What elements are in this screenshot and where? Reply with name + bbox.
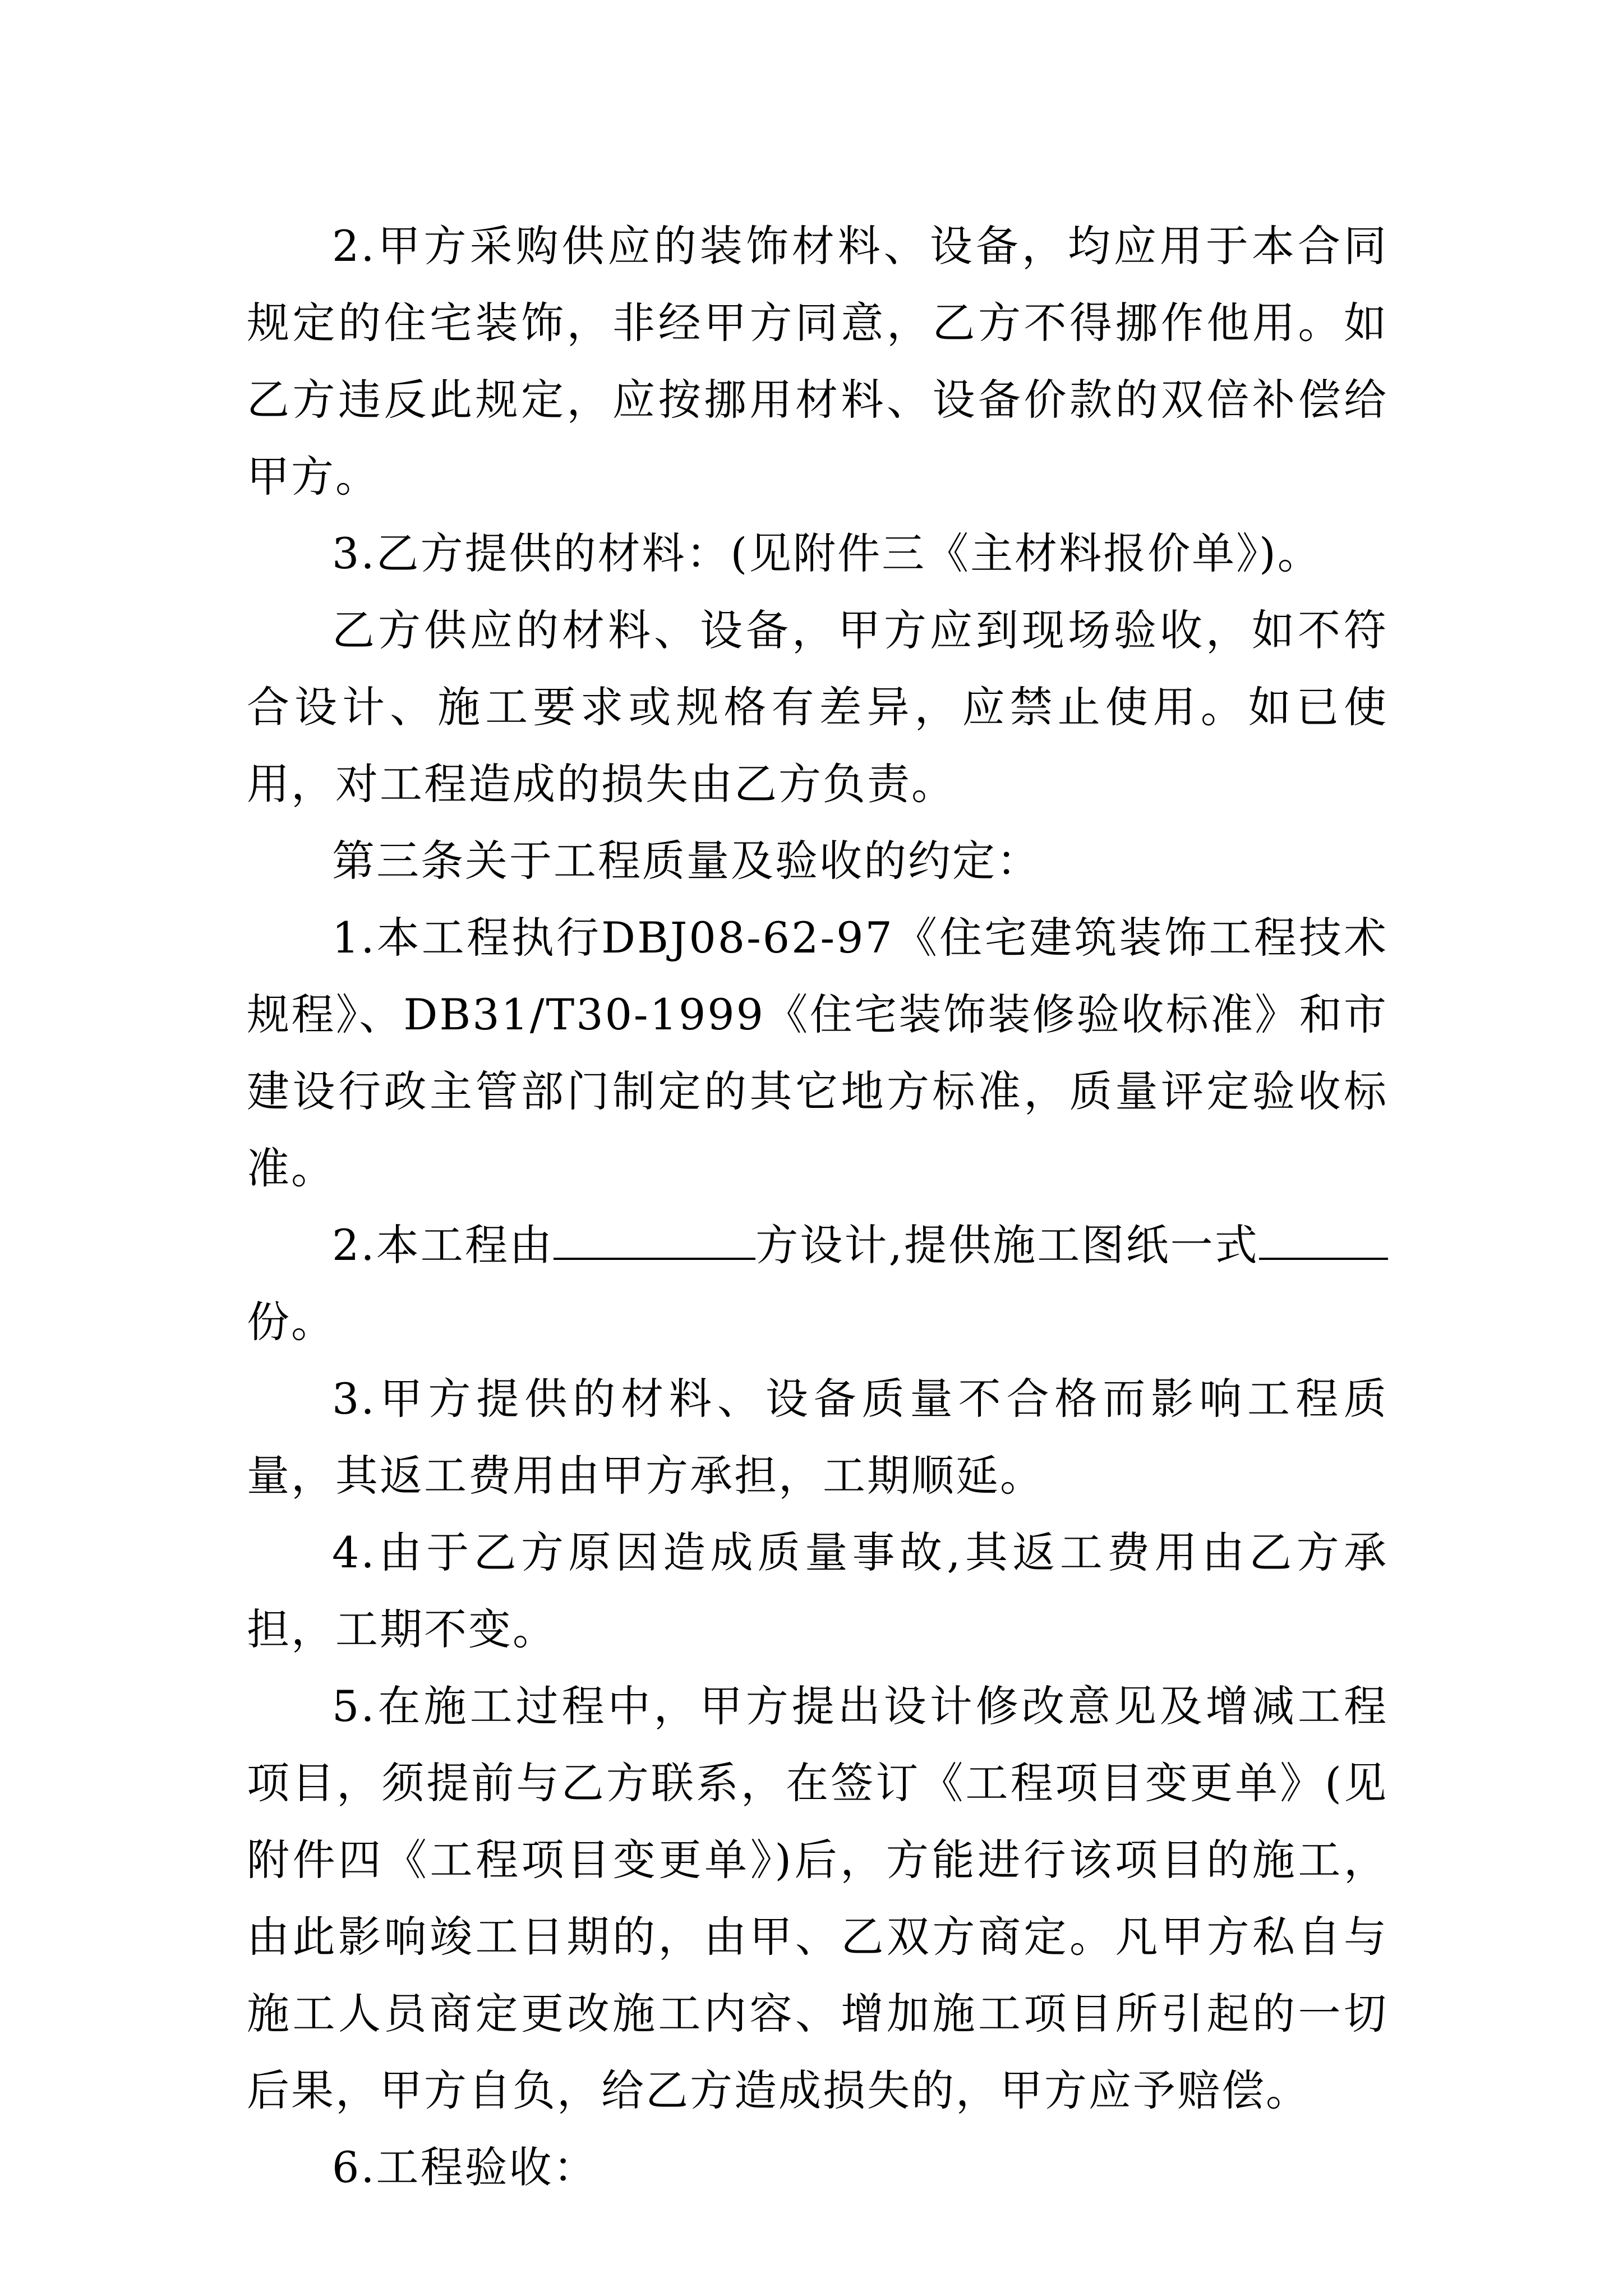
design-clause-part-1: 2.本工程由 bbox=[332, 1220, 554, 1270]
paragraph-design-changes: 5.在施工过程中，甲方提出设计修改意见及增减工程项目，须提前与乙方联系，在签订《工程项目变更单》(见附件四《工程项目变更单》)后，方能进行该项目的施工，由此影响竣工日期的，由甲、乙双方商定。凡甲方私自与施工人员商定更改施工内容、增加施工项目所引起的一切后果，甲方自负，给乙方造成损失的，甲方应予赔偿。 bbox=[247, 1681, 1388, 2115]
paragraph-supplier-materials: 3.乙方提供的材料：(见附件三《主材料报价单》)。 bbox=[332, 528, 1322, 578]
design-clause-part-2: 方设计,提供施工图纸一式 bbox=[755, 1220, 1259, 1270]
document-body bbox=[247, 208, 1388, 2206]
paragraph-design-drawings bbox=[247, 1207, 1388, 1360]
paragraph-material-inspection: 乙方供应的材料、设备，甲方应到现场验收，如不符合设计、施工要求或规格有差异，应禁止使用。如已使用，对工程造成的损失由乙方负责。 bbox=[247, 605, 1388, 809]
paragraph-material-usage: 2.甲方采购供应的装饰材料、设备，均应用于本合同规定的住宅装饰，非经甲方同意，乙方不得挪作他用。如乙方违反此规定，应按挪用材料、设备价款的双倍补偿给甲方。 bbox=[247, 221, 1388, 501]
paragraph-owner-material-quality: 3.甲方提供的材料、设备质量不合格而影响工程质量，其返工费用由甲方承担，工期顺延。 bbox=[247, 1374, 1388, 1501]
section-heading-article-3: 第三条关于工程质量及验收的约定： bbox=[332, 836, 1041, 886]
design-clause-part-3: 份。 bbox=[247, 1297, 335, 1347]
copies-blank-field[interactable] bbox=[1259, 1218, 1388, 1260]
paragraph-contractor-quality-accident: 4.由于乙方原因造成质量事故,其返工费用由乙方承担，工期不变。 bbox=[247, 1527, 1388, 1654]
paragraph-acceptance-heading: 6.工程验收： bbox=[332, 2142, 598, 2192]
designer-blank-field[interactable] bbox=[554, 1218, 755, 1260]
paragraph-standards: 1.本工程执行DBJ08-62-97《住宅建筑装饰工程技术规程》、DB31/T30-1999《住宅装饰装修验收标准》和市建设行政主管部门制定的其它地方标准，质量评定验收标准。 bbox=[247, 913, 1388, 1193]
